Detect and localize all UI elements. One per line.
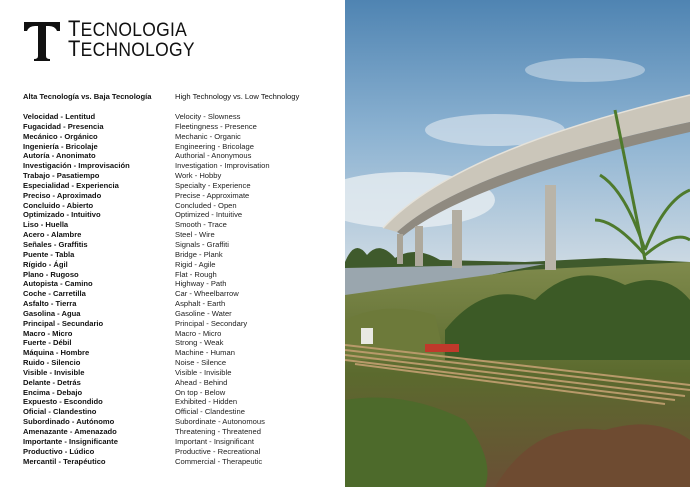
english-pair: Strong - Weak [175,338,224,348]
english-pair: Noise - Silence [175,358,227,368]
english-pair: Rigid - Agile [175,259,216,269]
english-pair: Concluded - Open [175,200,237,210]
white-bucket [361,328,373,344]
english-pair: Principal - Secondary [175,318,248,328]
bridge-pillar [545,185,556,270]
spanish-pair: Preciso - Aproximado [23,190,102,200]
english-pair: Macro - Micro [175,328,222,338]
english-pair: On top - Below [175,387,226,397]
spanish-pair: Principal - Secundario [23,318,104,328]
spanish-pair: Plano - Rugoso [23,269,79,279]
english-pair: Productive - Recreational [175,446,261,456]
english-pair: Bridge - Plank [175,249,223,259]
english-pair: Exhibited - Hidden [175,397,238,407]
spanish-pair: Especialidad - Experiencia [23,180,119,190]
spanish-pair: Señales - Graffitis [23,239,88,249]
spanish-pair: Ruido - Silencio [23,358,81,368]
english-pair: Work - Hobby [175,171,222,181]
english-pair: Official - Clandestine [175,407,245,417]
english-pair: Highway - Path [175,279,227,289]
spanish-pair: Expuesto - Escondido [23,397,103,407]
spanish-pair: Delante - Detrás [23,377,81,387]
spanish-pair: Coche - Carretilla [23,289,86,299]
title-english: TECHNOLOGY [68,36,195,61]
english-pair: Smooth - Trace [175,220,227,230]
english-pair: Car - Wheelbarrow [175,289,239,299]
spanish-pair: Encima - Debajo [23,387,83,397]
english-pair: Commercial - Therapeutic [175,456,263,466]
english-pair: Steel - Wire [175,230,215,240]
english-pair: Ahead - Behind [175,377,228,387]
english-pair: Mechanic - Organic [175,131,241,141]
spanish-pair: Fuerte - Débil [23,338,72,348]
english-pair: Optimized - Intuitive [175,210,243,220]
english-pair: Important - Insignificant [175,436,254,446]
bridge-photo [345,0,690,487]
spanish-pair: Oficial - Clandestino [23,407,97,417]
red-object [425,344,459,352]
title-spanish: TECNOLOGIA [68,16,188,41]
spanish-pair: Liso - Huella [23,220,69,230]
spanish-pair: Gasolina - Agua [23,308,81,318]
spanish-pair: Visible - Invisible [23,367,85,377]
english-pair: Engineering - Bricolage [175,141,254,151]
english-pairs-list [175,112,270,466]
english-pair: Threatening - Threatened [175,427,261,436]
english-pair: Signals - Graffiti [175,239,229,249]
title-initial [22,20,62,62]
spanish-pair: Macro - Micro [23,328,73,338]
spanish-pair: Velocidad - Lentitud [23,112,96,121]
spanish-pair: Mercantil - Terapéutico [23,456,106,466]
english-pair: Velocity - Slowness [175,112,241,121]
spanish-pair: Ingeniería - Bricolaje [23,141,98,151]
spanish-pair: Trabajo - Pasatiempo [23,171,100,181]
spanish-column-header: Alta Tecnología vs. Baja Tecnología [23,92,152,101]
bridge-pillar [397,234,403,264]
english-column-header: High Technology vs. Low Technology [175,92,300,101]
spanish-pair: Concluido - Abierto [23,200,94,210]
spanish-pair: Amenazante - Amenazado [23,427,117,436]
spanish-pairs-list [23,112,130,466]
english-pair: Fleetingness - Presence [175,121,257,131]
spanish-pair: Subordinado - Autónomo [23,417,115,427]
english-pair: Machine - Human [175,348,235,358]
bridge-pillar [415,226,423,266]
english-pair: Authorial - Anonymous [175,151,252,161]
spanish-pair: Fugacidad - Presencia [23,121,104,131]
english-pair: Gasoline - Water [175,308,232,318]
spanish-pair: Mecánico - Orgánico [23,131,98,141]
svg-text:T: T [22,20,23,21]
spanish-pair: Acero - Alambre [23,230,82,240]
spanish-pair: Optimizado - Intuitivo [23,210,101,220]
cloud [525,58,645,82]
spanish-pair: Productivo - Lúdico [23,446,95,456]
english-pair: Flat - Rough [175,269,217,279]
spanish-pair: Máquina - Hombre [23,348,90,358]
spanish-pair: Puente - Tabla [23,249,75,259]
spanish-pair: Rígido - Ágil [23,259,68,269]
spanish-pair: Investigación - Improvisación [23,161,130,171]
english-pair: Subordinate - Autonomous [175,417,265,427]
bridge-pillar [452,210,462,268]
english-pair: Asphalt - Earth [175,299,226,309]
spanish-pair: Autopista - Camino [23,279,93,289]
english-pair: Specialty - Experience [175,180,251,190]
english-pair: Precise - Approximate [175,190,250,200]
english-pair: Investigation - Improvisation [175,161,270,171]
spanish-pair: Asfalto - Tierra [23,299,77,309]
photo-illustration [345,0,690,487]
spanish-pair: Autoría - Anonimato [23,151,96,161]
spanish-pair: Importante - Insignificante [23,436,118,446]
english-pair: Visible - Invisible [175,367,232,377]
